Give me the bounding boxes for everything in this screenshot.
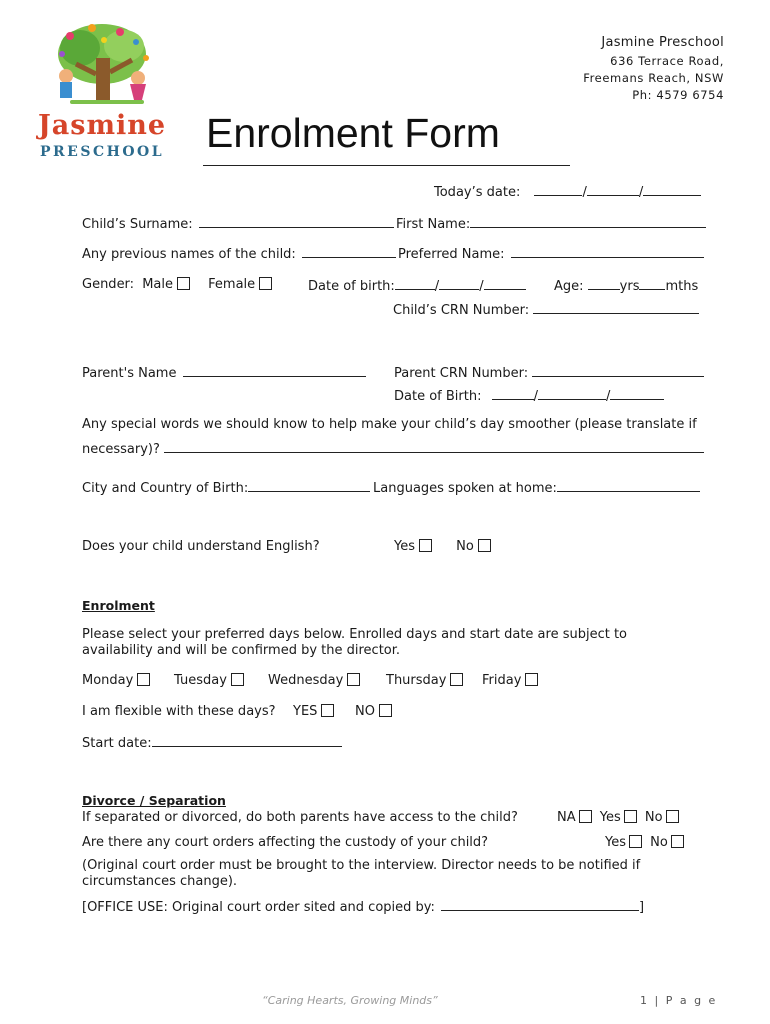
office-use-row (82, 898, 644, 915)
age-mths-label: mths (665, 279, 699, 294)
parent-dob-day-field[interactable] (492, 387, 534, 400)
parent-dob-label: Date of Birth: (394, 389, 482, 404)
day-friday (482, 673, 538, 688)
preferred-name-field[interactable] (511, 245, 704, 258)
office-use-label: [OFFICE USE: Original court order sited and copied by: (82, 900, 435, 915)
court-orders-options (605, 835, 684, 850)
understand-english-label: Does your child understand English? (82, 539, 320, 554)
tree-logo-icon (40, 14, 160, 110)
page-title: Enrolment Form (206, 110, 500, 156)
necessary-label: necessary)? (82, 442, 160, 457)
parent-name-field[interactable] (183, 364, 366, 377)
day-checkbox-thursday[interactable] (450, 673, 463, 686)
gender-row (82, 277, 272, 292)
parent-crn-label: Parent CRN Number: (394, 366, 529, 381)
logo-word-preschool: PRESCHOOL (40, 144, 165, 160)
access-options (557, 810, 679, 825)
special-words-field[interactable] (164, 440, 704, 453)
age-years-field[interactable] (588, 277, 620, 290)
child-surname-label: Child’s Surname: (82, 217, 193, 232)
court-yes-checkbox[interactable] (629, 835, 642, 848)
child-crn-field[interactable] (533, 301, 699, 314)
parent-name-label: Parent's Name (82, 366, 177, 381)
parent-dob-row: Date of Birth: / / (394, 387, 664, 404)
child-crn-row (393, 301, 699, 318)
special-words-label: Any special words we should know to help make your child’s day smoother (please translate if (82, 417, 697, 432)
city-country-label: City and Country of Birth: (82, 481, 249, 496)
parent-dob-month-field[interactable] (538, 387, 606, 400)
day-label-tuesday: Tuesday (174, 673, 227, 688)
dob-month-field[interactable] (439, 277, 479, 290)
age-label: Age: (554, 279, 584, 294)
todays-date-month-field[interactable] (587, 183, 639, 196)
parent-crn-row (394, 364, 704, 381)
court-orders-question: Are there any court orders affecting the custody of your child? (82, 835, 489, 850)
start-date-row (82, 734, 342, 751)
flexible-yes-checkbox[interactable] (321, 704, 334, 717)
parent-dob-year-field[interactable] (610, 387, 664, 400)
access-yes-checkbox[interactable] (624, 810, 637, 823)
previous-names-label: Any previous names of the child: (82, 247, 296, 262)
day-label-wednesday: Wednesday (268, 673, 344, 688)
access-na-label: NA (557, 810, 576, 825)
city-country-field[interactable] (248, 479, 370, 492)
office-use-field[interactable] (441, 898, 639, 911)
org-name: Jasmine Preschool (601, 35, 724, 50)
todays-date-label: Today’s date: (434, 185, 521, 200)
first-name-row (396, 215, 706, 232)
dob-row: Date of birth: / / (308, 277, 526, 294)
english-no-label: No (456, 539, 474, 554)
english-yes-checkbox[interactable] (419, 539, 432, 552)
gender-male-label: Male (142, 277, 173, 292)
day-tuesday (174, 673, 244, 688)
gender-label: Gender: (82, 277, 135, 292)
child-crn-label: Child’s CRN Number: (393, 303, 530, 318)
gender-female-label: Female (208, 277, 256, 292)
day-thursday (386, 673, 463, 688)
day-label-thursday: Thursday (386, 673, 447, 688)
special-words-row (82, 440, 704, 457)
languages-field[interactable] (557, 479, 700, 492)
day-checkbox-monday[interactable] (137, 673, 150, 686)
flexible-no-label: NO (355, 704, 375, 719)
court-yes-label: Yes (605, 835, 626, 850)
flexible-days-label: I am flexible with these days? (82, 704, 276, 719)
access-na-checkbox[interactable] (579, 810, 592, 823)
enrolment-heading: Enrolment (82, 598, 155, 613)
surname-row (82, 215, 394, 232)
footer-tagline: “Caring Hearts, Growing Minds” (262, 994, 438, 1007)
day-checkbox-friday[interactable] (525, 673, 538, 686)
phone-number: Ph: 4579 6754 (632, 88, 724, 102)
divorce-heading: Divorce / Separation (82, 793, 226, 808)
access-no-label: No (644, 810, 663, 825)
day-label-friday: Friday (482, 673, 522, 688)
parent-crn-field[interactable] (532, 364, 704, 377)
gender-male-checkbox[interactable] (177, 277, 190, 290)
preferred-name-row (398, 245, 704, 262)
court-no-label: No (650, 835, 668, 850)
age-months-field[interactable] (639, 277, 665, 290)
enrolment-intro-line2: availability and will be confirmed by the director. (82, 643, 401, 658)
dob-label: Date of birth: (308, 279, 395, 294)
parent-name-row (82, 364, 366, 381)
day-monday (82, 673, 150, 688)
enrolment-intro-line1: Please select your preferred days below. Enrolled days and start date are subject to (82, 627, 628, 642)
first-name-field[interactable] (470, 215, 706, 228)
flexible-yes-label: YES (293, 704, 318, 719)
todays-date-year-field[interactable] (643, 183, 701, 196)
access-yes-label: Yes (599, 810, 621, 825)
english-no-checkbox[interactable] (478, 539, 491, 552)
access-question: If separated or divorced, do both parents have access to the child? (82, 810, 518, 825)
child-surname-field[interactable] (199, 215, 394, 228)
logo-word-jasmine: Jasmine (38, 110, 167, 141)
previous-names-row (82, 245, 396, 262)
office-use-close: ] (639, 900, 645, 915)
city-country-row (82, 479, 370, 496)
day-checkbox-tuesday[interactable] (231, 673, 244, 686)
preferred-name-label: Preferred Name: (398, 247, 505, 262)
access-no-checkbox[interactable] (666, 810, 679, 823)
gender-female-checkbox[interactable] (259, 277, 272, 290)
page-number: 1 | P a g e (640, 994, 718, 1007)
languages-row (373, 479, 700, 496)
age-yrs-label: yrs (619, 279, 640, 294)
day-checkbox-wednesday[interactable] (347, 673, 360, 686)
dob-year-field[interactable] (484, 277, 526, 290)
address-line-1: 636 Terrace Road, (610, 54, 724, 68)
start-date-label: Start date: (82, 736, 152, 751)
flexible-no-checkbox[interactable] (379, 704, 392, 717)
english-yes-label: Yes (394, 539, 415, 554)
address-line-2: Freemans Reach, NSW (583, 71, 724, 85)
understand-english-options (394, 539, 491, 554)
todays-date-day-field[interactable] (534, 183, 582, 196)
day-wednesday (268, 673, 360, 688)
day-label-monday: Monday (82, 673, 134, 688)
flexible-yes (293, 704, 334, 719)
previous-names-field[interactable] (302, 245, 396, 258)
court-note-line1: (Original court order must be brought to the interview. Director needs to be notified if (82, 858, 641, 873)
first-name-label: First Name: (396, 217, 471, 232)
todays-date-row: Today’s date: / / (434, 183, 701, 200)
start-date-field[interactable] (152, 734, 342, 747)
court-no-checkbox[interactable] (671, 835, 684, 848)
age-row (554, 277, 698, 294)
court-note-line2: circumstances change). (82, 874, 238, 889)
title-underline (203, 165, 570, 166)
languages-label: Languages spoken at home: (373, 481, 557, 496)
dob-day-field[interactable] (395, 277, 435, 290)
flexible-no (355, 704, 392, 719)
